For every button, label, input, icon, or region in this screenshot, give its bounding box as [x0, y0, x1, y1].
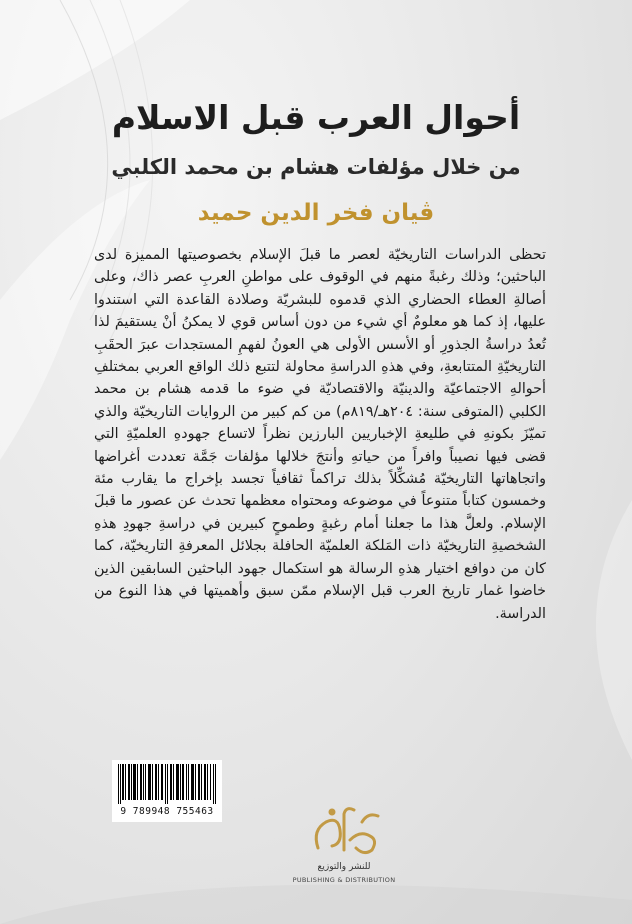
publisher-logo-icon	[298, 800, 390, 860]
book-subtitle: من خلال مؤلفات هشام بن محمد الكلبي	[111, 155, 521, 179]
publisher-arabic-tagline: للنشر والتوزيع	[317, 862, 371, 872]
isbn-barcode	[112, 760, 222, 822]
blurb-text: تحظى الدراسات التاريخيّة لعصر ما قبلَ الإسلام بخصوصيتها المميزة لدى الباحثين؛ وذلك رغبةً منهم في الوقوف على مواطنِ العربِ عصر ذاك، وعلى أصالةِ العطاء الحضاري الذي قدموه للبشريّة وصلادة القاعدة التي استندوا عليها، إذ كما هو معلومٌ أي شيء من دون أساس قوي لا يمكنُ أنْ يستقيمَ لذا تُعدُ دراسةُ الجذورِ أو الأسس الأولى هي العونُ لفهمِ المستجدات عبرَ الحقَبِ التاريخيّةِ المتتابعةِ، وفي هذهِ الدراسةِ محاولة لتتبع ذلك الواقع العربي بمختلفِ أحوالهِ الاجتماعيّة والدينيّة والاقتصاديّة في ضوء ما قدمه هشام بن محمد الكلبي (المتوفى سنة: ٢٠٤هـ/٨١٩م) من كم كبير من الروايات التاريخيّة والذي تميّزَ بكونهِ في طليعةِ الإخباريين البارزين نظراً لاتساع جهودهِ العلميّةِ التي قضى فيها نصيباً وافراً من حياتهِ وأنتجَ خلالها مؤلفات جَمَّة تعددت أغراضها واتجاهاتها التاريخيّة مُشكِّلاً بذلك تراكماً ثقافياً تجسد بإخراج ما يقارب مئة وخمسون كتاباً متنوعاً في موضوعه ومحتواه معظمها تحدث عن عصور ما قبلَ الإسلام. ولعلَّ هذا ما جعلنا أمام رغبةٍ وطموحٍ كبيرين في دراسةِ جهودِ هذهِ الشخصيةِ التاريخيّة ذات المَلكة العلميّة الحافلة بجلائل المعرفةِ التاريخيّة، كما كان من دوافع اختيار هذهِ الرسالة هو استكمال جهود الباحثين السابقين الذين خاضوا غمار تاريخ العرب قبل الإسلام ممّن سبق وأهميتها في هذا النوع من الدراسة.	[94, 247, 547, 622]
barcode-bars	[117, 764, 217, 804]
book-title: أحوال العرب قبل الاسلام	[111, 98, 521, 137]
author-name: ڤيان فخر الدين حميد	[197, 200, 435, 226]
isbn-number: 9 789948 755463	[120, 806, 214, 817]
publisher-english-tagline: PUBLISHING & DISTRIBUTION	[292, 876, 396, 884]
